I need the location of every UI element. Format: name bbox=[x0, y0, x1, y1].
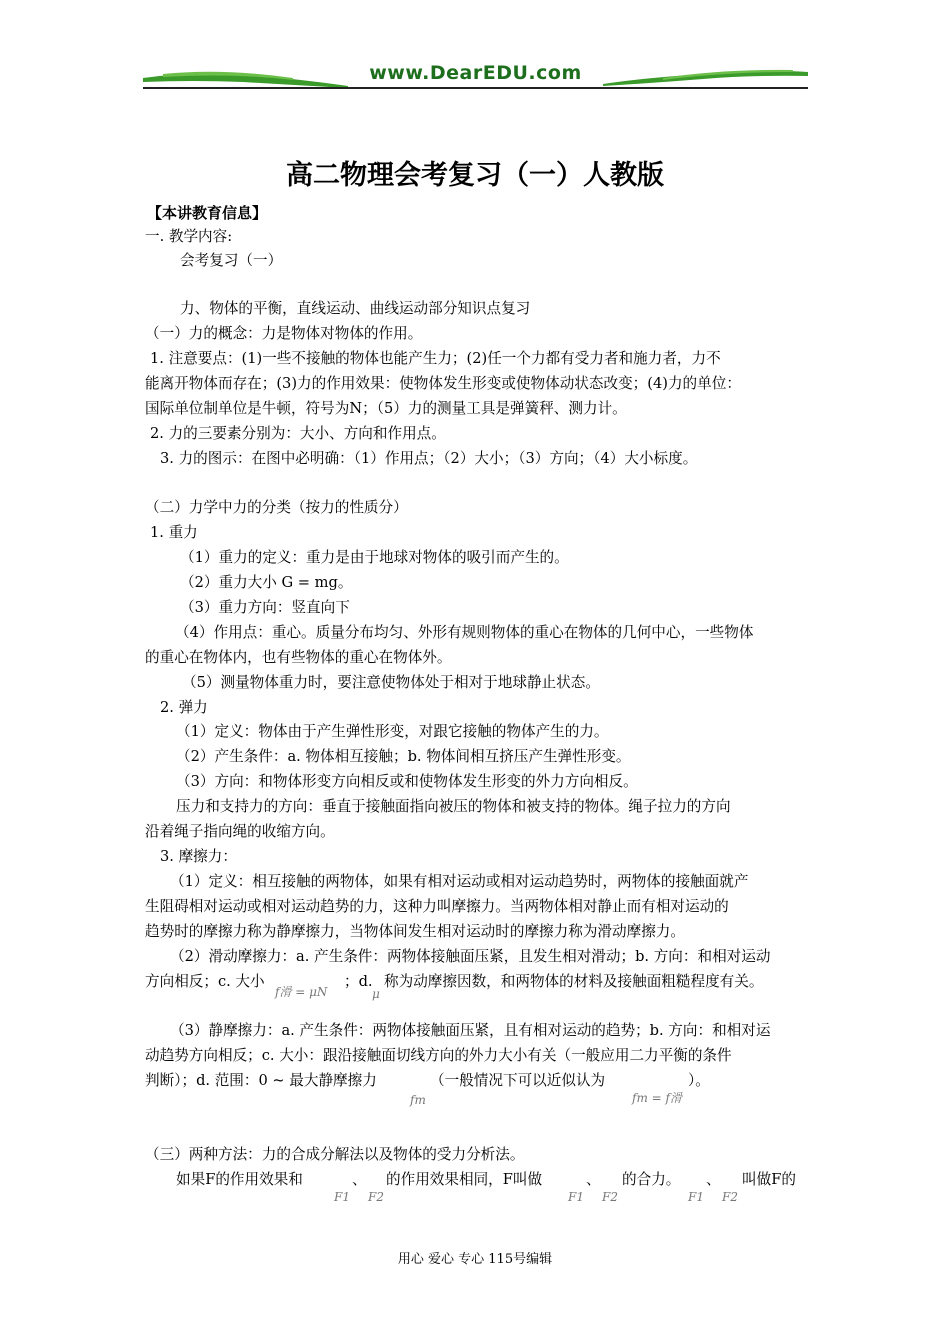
text-line-23: 沿着绳子指向绳的收缩方向。 bbox=[145, 823, 335, 840]
formula-mu: μ bbox=[372, 987, 380, 1001]
text-line-8: 2. 力的三要素分别为：大小、方向和作用点。 bbox=[150, 425, 446, 442]
text-line-6: 能离开物体而存在；(3)力的作用效果：使物体发生形变或使物体动状态改变；(4)力的单位： bbox=[145, 375, 741, 392]
formula-F2-c: F2 bbox=[722, 1190, 738, 1204]
text-line-14: （3）重力方向：竖直向下 bbox=[180, 599, 350, 616]
text-line-34c: 的合力。 bbox=[622, 1171, 681, 1188]
page-footer: 用心 爱心 专心 115号编辑 bbox=[397, 1252, 553, 1267]
text-line-31: 动趋势方向相反；c. 大小：跟沿接触面切线方向的外力大小有关（一般应用二力平衡的条件 bbox=[145, 1047, 732, 1064]
text-line-16: 的重心在物体内，也有些物体的重心在物体外。 bbox=[145, 649, 452, 666]
text-line-9: 3. 力的图示：在图中必明确：（1）作用点；（2）大小；（3）方向；（4）大小标度。 bbox=[160, 450, 698, 467]
text-line-12: （1）重力的定义：重力是由于地球对物体的吸引而产生的。 bbox=[180, 549, 569, 566]
formula-F1-c: F1 bbox=[688, 1190, 704, 1204]
formula-F1-a: F1 bbox=[334, 1190, 350, 1204]
text-line-30: （3）静摩擦力：a. 产生条件：两物体接触面压紧，且有相对运动的趋势；b. 方向：和相对运 bbox=[170, 1022, 771, 1039]
text-line-32a: 判断）；d. 范围：0 ~ 最大静摩擦力 bbox=[145, 1072, 377, 1089]
banner-site-name: www.DearEDU.com bbox=[369, 62, 582, 84]
text-line-26: 生阻碍相对运动或相对运动趋势的力，这种力叫摩擦力。当两物体相对静止而有相对运动的 bbox=[145, 898, 729, 915]
text-line-32b: （一般情况下可以近似认为 bbox=[430, 1072, 606, 1089]
text-line-29b: ；d. bbox=[344, 973, 373, 990]
section-heading: 【本讲教育信息】 bbox=[147, 204, 268, 222]
text-line-33: （三）两种方法：力的合成分解法以及物体的受力分析法。 bbox=[145, 1146, 525, 1163]
text-line-17: （5）测量物体重力时，要注意使物体处于相对于地球静止状态。 bbox=[182, 674, 600, 691]
text-line-34b: 的作用效果相同，F叫做 bbox=[386, 1171, 543, 1188]
text-line-24: 3. 摩擦力： bbox=[160, 848, 237, 865]
text-line-21: （3）方向：和物体形变方向相反或和使物体发生形变的外力方向相反。 bbox=[176, 773, 638, 790]
text-line-4: （一）力的概念：力是物体对物体的作用。 bbox=[145, 325, 423, 342]
dun-mark-c: 、 bbox=[706, 1171, 721, 1188]
text-line-3: 力、物体的平衡，直线运动、曲线运动部分知识点复习 bbox=[180, 300, 531, 317]
text-line-25: （1）定义：相互接触的两物体，如果有相对运动或相对运动趋势时，两物体的接触面就产 bbox=[170, 873, 749, 890]
text-line-2: 会考复习（一） bbox=[180, 252, 283, 269]
dun-mark-a: 、 bbox=[352, 1171, 367, 1188]
text-line-20: （2）产生条件：a. 物体相互接触；b. 物体间相互挤压产生弹性形变。 bbox=[176, 748, 631, 765]
text-line-34d: 叫做F的 bbox=[742, 1171, 796, 1188]
header-banner bbox=[143, 62, 808, 92]
formula-fm-eq: fm = f滑 bbox=[632, 1091, 682, 1105]
text-line-7: 国际单位制单位是牛顿，符号为N；（5）力的测量工具是弹簧秤、测力计。 bbox=[145, 400, 627, 417]
text-line-10: （二）力学中力的分类（按力的性质分） bbox=[145, 499, 408, 516]
text-line-28: （2）滑动摩擦力：a. 产生条件：两物体接触面压紧，且发生相对滑动；b. 方向：和相对运动 bbox=[170, 948, 771, 965]
text-line-1: 一. 教学内容: bbox=[145, 228, 233, 245]
grass-right-icon bbox=[603, 66, 808, 88]
text-line-15: （4）作用点：重心。质量分布均匀、外形有规则物体的重心在物体的几何中心，一些物体 bbox=[175, 624, 754, 641]
text-line-29a: 方向相反；c. 大小 bbox=[145, 973, 265, 990]
formula-F2-a: F2 bbox=[368, 1190, 384, 1204]
dun-mark-b: 、 bbox=[586, 1171, 601, 1188]
formula-F2-b: F2 bbox=[602, 1190, 618, 1204]
text-line-27: 趋势时的摩擦力称为静摩擦力，当物体间发生相对运动时的摩擦力称为滑动摩擦力。 bbox=[145, 923, 685, 940]
text-line-34a: 如果F的作用效果和 bbox=[176, 1171, 303, 1188]
formula-fm: fm bbox=[410, 1093, 426, 1107]
text-line-5: 1. 注意要点：(1)一些不接触的物体也能产生力；(2)任一个力都有受力者和施力者，力不 bbox=[150, 350, 721, 367]
banner-rule bbox=[143, 87, 808, 89]
text-line-29c: 称为动摩擦因数，和两物体的材料及接触面粗糙程度有关。 bbox=[384, 973, 764, 990]
text-line-11: 1. 重力 bbox=[150, 524, 198, 541]
text-line-19: （1）定义：物体由于产生弹性形变，对跟它接触的物体产生的力。 bbox=[176, 723, 609, 740]
formula-f-slide: f滑 = μN bbox=[275, 985, 328, 999]
text-line-18: 2. 弹力 bbox=[160, 699, 208, 716]
text-line-32c: ）。 bbox=[688, 1072, 710, 1089]
text-line-13: （2）重力大小 G = mg。 bbox=[180, 574, 353, 591]
page-title: 高二物理会考复习（一）人教版 bbox=[286, 160, 664, 191]
text-line-22: 压力和支持力的方向：垂直于接触面指向被压的物体和被支持的物体。绳子拉力的方向 bbox=[176, 798, 731, 815]
formula-F1-b: F1 bbox=[568, 1190, 584, 1204]
